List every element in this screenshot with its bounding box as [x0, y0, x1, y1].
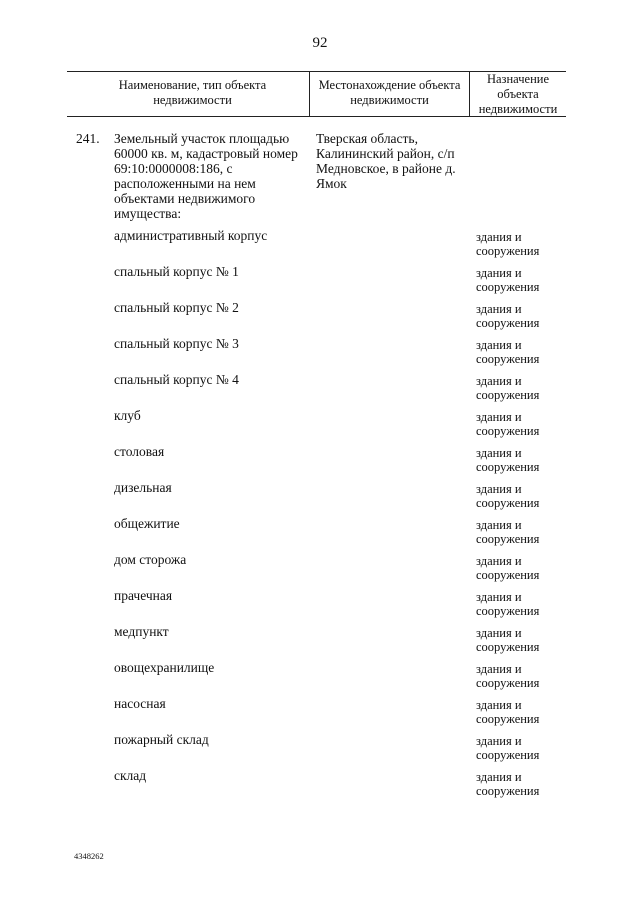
list-item — [0, 732, 640, 768]
list-item — [0, 768, 640, 804]
list-item — [0, 444, 640, 480]
entry-location: Тверская область, Калининский район, с/п Медновское, в районе д. Ямок — [316, 131, 456, 191]
entry-description: Земельный участок площадью 60000 кв. м, кадастровый номер 69:10:0000008:186, с расположенными на нем объектами недвижимого имущества: — [114, 131, 298, 221]
item-purpose: здания и сооружения — [476, 662, 540, 690]
item-purpose: здания и сооружения — [476, 266, 540, 294]
list-item — [0, 228, 640, 264]
list-item — [0, 696, 640, 732]
list-item — [0, 516, 640, 552]
item-purpose: здания и сооружения — [476, 302, 540, 330]
item-name: дом сторожа — [114, 552, 187, 567]
item-name: дизельная — [114, 480, 172, 495]
item-purpose: здания и сооружения — [476, 446, 540, 474]
header-purpose: Назначение объекта недвижимости — [478, 72, 558, 116]
list-item — [0, 480, 640, 516]
header-location: Местонахождение объекта недвижимости — [318, 78, 461, 107]
item-name: прачечная — [114, 588, 173, 603]
item-name: пожарный склад — [114, 732, 209, 747]
list-item — [0, 264, 640, 300]
item-name: медпункт — [114, 624, 169, 639]
table-header-bottom-rule — [67, 116, 566, 117]
item-name: административный корпус — [114, 228, 268, 243]
item-purpose: здания и сооружения — [476, 626, 540, 654]
item-name: общежитие — [114, 516, 180, 531]
list-item — [0, 372, 640, 408]
item-name: клуб — [114, 408, 141, 423]
item-name: склад — [114, 768, 147, 783]
item-purpose: здания и сооружения — [476, 482, 540, 510]
item-name: насосная — [114, 696, 166, 711]
item-purpose: здания и сооружения — [476, 230, 540, 258]
list-item — [0, 408, 640, 444]
item-purpose: здания и сооружения — [476, 374, 540, 402]
list-item — [0, 624, 640, 660]
item-purpose: здания и сооружения — [476, 734, 540, 762]
item-purpose: здания и сооружения — [476, 410, 540, 438]
item-name: спальный корпус № 4 — [114, 372, 239, 387]
item-purpose: здания и сооружения — [476, 518, 540, 546]
list-item — [0, 552, 640, 588]
list-item — [0, 588, 640, 624]
document-code: 4348262 — [74, 851, 104, 861]
item-name: столовая — [114, 444, 165, 459]
item-name: спальный корпус № 3 — [114, 336, 239, 351]
item-purpose: здания и сооружения — [476, 698, 540, 726]
header-name-type: Наименование, тип объекта недвижимости — [118, 78, 267, 107]
item-purpose: здания и сооружения — [476, 590, 540, 618]
property-items-list — [0, 228, 640, 804]
item-name: спальный корпус № 1 — [114, 264, 239, 279]
list-item — [0, 300, 640, 336]
item-name: спальный корпус № 2 — [114, 300, 239, 315]
item-purpose: здания и сооружения — [476, 338, 540, 366]
list-item — [0, 660, 640, 696]
page-number: 92 — [312, 35, 328, 51]
item-purpose: здания и сооружения — [476, 770, 540, 798]
item-name: овощехранилище — [114, 660, 215, 675]
list-item — [0, 336, 640, 372]
item-purpose: здания и сооружения — [476, 554, 540, 582]
entry-number: 241. — [76, 131, 100, 146]
